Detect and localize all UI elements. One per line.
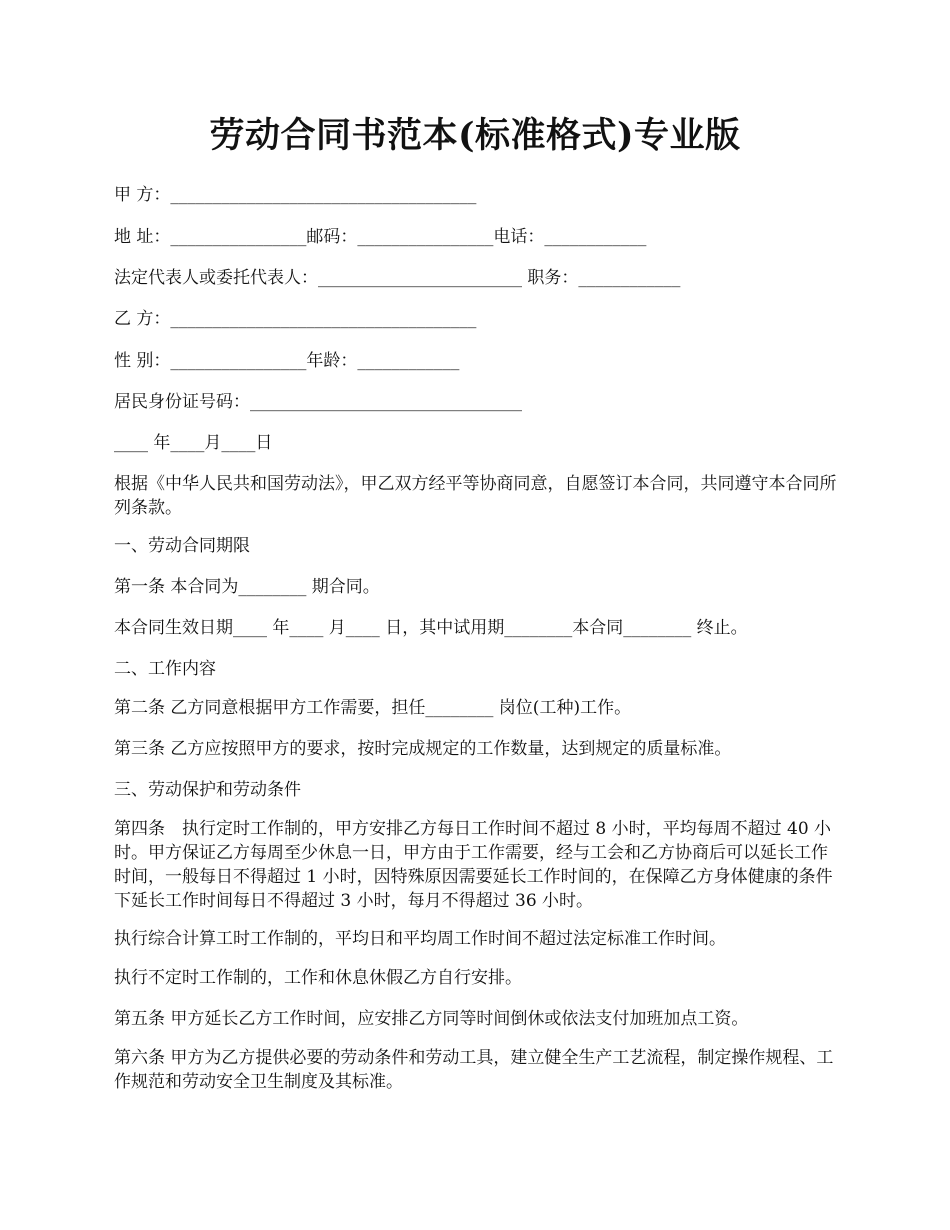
article-1: 第一条 本合同为________ 期合同。 (114, 577, 380, 597)
effective-date-paragraph: 本合同生效日期____ 年____ 月____ 日，其中试用期________本合同________ 终止。 (114, 618, 748, 638)
article-5: 第五条 甲方延长乙方工作时间，应安排乙方同等时间倒休或依法支付加班加点工资。 (114, 1009, 749, 1029)
section-heading-1: 一、劳动合同期限 (114, 536, 250, 556)
irregular-hours-paragraph: 执行不定时工作制的，工作和休息休假乙方自行安排。 (114, 968, 522, 988)
section-heading-3: 三、劳动保护和劳动条件 (114, 780, 301, 800)
gender-age-field: 性 别：________________年龄：____________ (114, 351, 460, 371)
article-4: 第四条 执行定时工作制的，甲方安排乙方每日工作时间不超过 8 小时，平均每周不超过 40 小时。甲方保证乙方每周至少休息一日，甲方由于工作需要，经与工会和乙方协商后可以延长工作时间，一般每日不得超过 1 小时，因特殊原因需要延长工作时间的，在保障乙方身体健康的条件下延长工作时间每日不得超过 3 小时，每月不得超过 36 小时。 (114, 819, 833, 911)
intro-paragraph: 根据《中华人民共和国劳动法》，甲乙双方经平等协商同意，自愿签订本合同，共同遵守本合同所列条款。 (114, 474, 837, 518)
comprehensive-hours-paragraph: 执行综合计算工时工作制的，平均日和平均周工作时间不超过法定标准工作时间。 (114, 929, 726, 949)
party-a-field: 甲 方：____________________________________ (114, 185, 477, 205)
page-title: 劳动合同书范本(标准格式)专业版 (209, 115, 741, 156)
date-field: ____ 年____月____日 (114, 433, 273, 453)
id-number-field: 居民身份证号码：________________________________ (114, 392, 522, 412)
article-6: 第六条 甲方为乙方提供必要的劳动条件和劳动工具，建立健全生产工艺流程，制定操作规程、工作规范和劳动安全卫生制度及其标准。 (114, 1048, 834, 1092)
legal-representative-field: 法定代表人或委托代表人：________________________ 职务：____________ (114, 268, 681, 288)
section-heading-2: 二、工作内容 (114, 659, 216, 679)
article-3: 第三条 乙方应按照甲方的要求，按时完成规定的工作数量，达到规定的质量标准。 (114, 739, 732, 759)
address-field: 地 址：________________邮码：________________电话：____________ (114, 227, 647, 247)
article-2: 第二条 乙方同意根据甲方工作需要，担任________ 岗位(工种)工作。 (114, 698, 632, 718)
party-b-field: 乙 方：____________________________________ (114, 309, 477, 329)
